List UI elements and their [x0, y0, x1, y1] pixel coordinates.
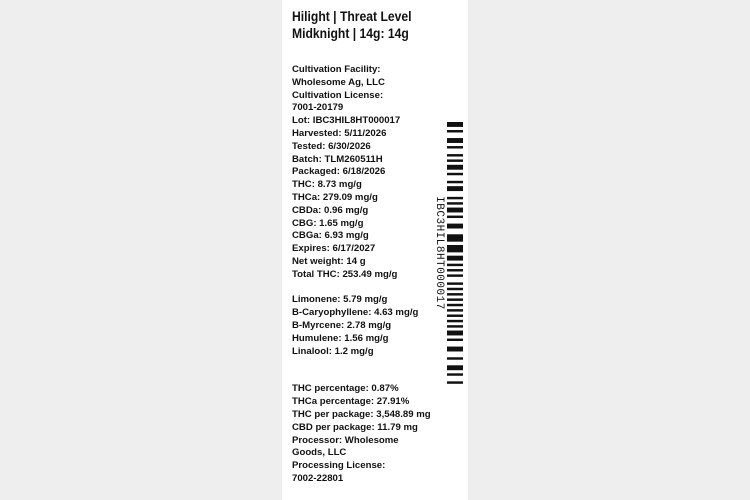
label-info — [292, 64, 432, 486]
barcode-bars — [447, 122, 463, 384]
processor-name: Processor: Wholesome Goods, LLC — [292, 434, 399, 459]
terpene-line: Limonene: 5.79 mg/g — [292, 294, 388, 306]
barcode-bar — [447, 202, 463, 204]
barcode-bar — [447, 325, 463, 327]
barcode-bar — [447, 224, 463, 229]
processing-license-number: 7002-22801 — [292, 472, 344, 484]
barcode — [432, 120, 464, 386]
barcode-bar — [447, 138, 463, 143]
spacer — [292, 282, 432, 295]
thca-value: THCa: 279.09 mg/g — [292, 191, 378, 203]
thc-value: THC: 8.73 mg/g — [292, 179, 362, 191]
barcode-bar — [447, 186, 463, 191]
detail-line: 7001-20179 — [292, 102, 344, 114]
title-line-2: Midknight | 14g: 14g — [292, 25, 409, 41]
barcode-bar — [447, 293, 463, 295]
detail-line: Wholesome Ag, LLC — [292, 76, 385, 88]
processing-license-label: Processing License: — [292, 460, 386, 472]
summary-section — [292, 383, 432, 485]
barcode-bar — [447, 173, 463, 175]
barcode-bar — [447, 159, 463, 161]
barcode-bar — [447, 357, 463, 359]
cbga-value: CBGa: 6.93 mg/g — [292, 230, 369, 242]
net-weight: Net weight: 14 g — [292, 255, 366, 267]
barcode-bar — [447, 314, 463, 316]
thc-percentage: THC percentage: 0.87% — [292, 383, 399, 395]
details-section — [292, 64, 432, 282]
barcode-graphic — [447, 122, 463, 384]
harvest-date: Harvested: 5/11/2026 — [292, 127, 387, 139]
spacer — [292, 358, 432, 383]
barcode-bar — [447, 234, 463, 241]
barcode-bar — [447, 216, 463, 218]
cbda-value: CBDa: 0.96 mg/g — [292, 204, 369, 216]
barcode-bar — [447, 245, 463, 252]
barcode-bar — [447, 122, 463, 127]
terpene-line: Humulene: 1.56 mg/g — [292, 332, 389, 344]
barcode-bar — [447, 347, 463, 352]
title-line-1: Hilight | Threat Level — [292, 9, 412, 24]
barcode-bar — [447, 264, 463, 266]
barcode-bar — [447, 304, 463, 306]
thca-percentage: THCa percentage: 27.91% — [292, 396, 410, 408]
barcode-bar — [447, 320, 463, 322]
barcode-bar — [447, 282, 463, 284]
barcode-bar — [447, 181, 463, 183]
detail-line: Cultivation Facility: — [292, 64, 381, 75]
barcode-bar — [447, 298, 463, 300]
terpene-line: Linalool: 1.2 mg/g — [292, 345, 374, 357]
barcode-bar — [447, 309, 463, 311]
barcode-bar — [447, 208, 463, 213]
terpenes-section — [292, 294, 432, 358]
cbd-per-package: CBD per package: 11.79 mg — [292, 421, 418, 433]
test-date: Tested: 6/30/2026 — [292, 140, 371, 152]
product-title — [292, 9, 445, 42]
barcode-bar — [447, 365, 463, 370]
barcode-bar — [447, 197, 463, 199]
barcode-bar — [447, 269, 463, 271]
barcode-bar — [447, 256, 463, 261]
barcode-bar — [447, 165, 463, 170]
barcode-bar — [447, 381, 463, 383]
batch-number: Batch: TLM260511H — [292, 153, 383, 165]
barcode-bar — [447, 130, 463, 132]
barcode-bar — [447, 373, 463, 375]
barcode-bar — [447, 274, 463, 276]
barcode-bar — [447, 331, 463, 336]
cbg-value: CBG: 1.65 mg/g — [292, 217, 364, 229]
barcode-bar — [447, 146, 463, 148]
barcode-bar — [447, 154, 463, 156]
detail-line: Cultivation License: — [292, 89, 384, 101]
product-label — [282, 0, 468, 500]
thc-per-package: THC per package: 3,548.89 mg — [292, 408, 431, 420]
total-thc: Total THC: 253.49 mg/g — [292, 268, 398, 280]
barcode-bar — [447, 339, 463, 341]
barcode-text: IBC3HIL8HT000017 — [433, 196, 445, 310]
terpene-line: B-Caryophyllene: 4.63 mg/g — [292, 307, 419, 319]
expiry-date: Expires: 6/17/2027 — [292, 243, 376, 255]
barcode-bar — [447, 288, 463, 290]
terpene-line: B-Myrcene: 2.78 mg/g — [292, 319, 392, 331]
lot-number: Lot: IBC3HIL8HT000017 — [292, 115, 401, 127]
packaged-date: Packaged: 6/18/2026 — [292, 166, 386, 178]
